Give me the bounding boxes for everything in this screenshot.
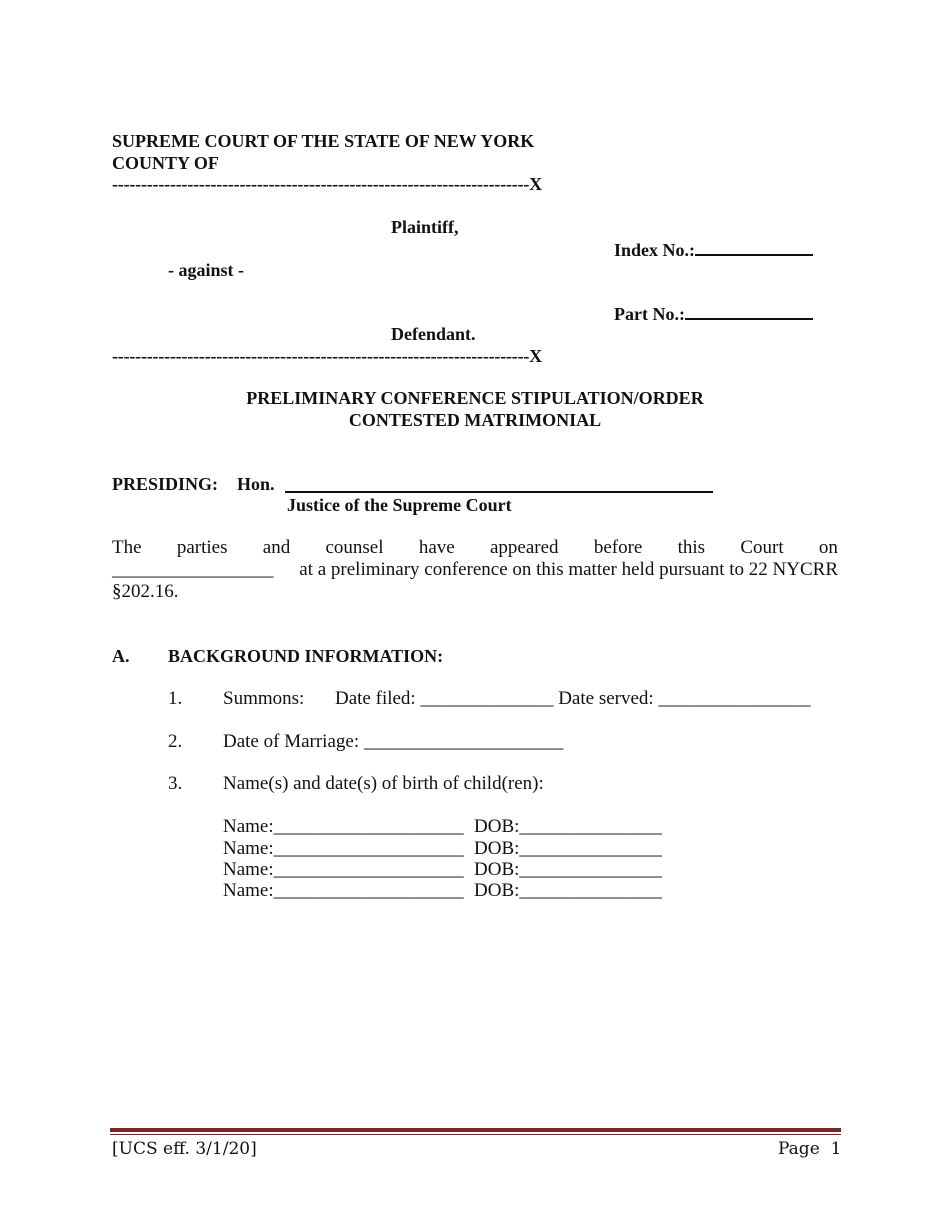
footer-rule-thin: [110, 1134, 841, 1135]
document-title-line1: PRELIMINARY CONFERENCE STIPULATION/ORDER: [246, 388, 704, 408]
child-name-field[interactable]: Name:____________________: [223, 859, 464, 880]
against-label: - against -: [168, 260, 244, 280]
intro-word: before: [593, 537, 643, 558]
intro-line2-text: at a preliminary conference on this matter held pursuant to 22 NYCRR: [299, 559, 838, 580]
child-name-field[interactable]: Name:____________________: [223, 880, 464, 901]
intro-word: and: [262, 537, 291, 558]
child-name-field[interactable]: Name:____________________: [223, 816, 464, 837]
section-a-title: BACKGROUND INFORMATION:: [168, 646, 444, 666]
intro-word: counsel: [325, 537, 384, 558]
intro-word: Court: [740, 537, 784, 558]
caption-separator-bottom: ------------------------------------------------------------------------X: [112, 346, 542, 366]
index-number-blank[interactable]: [695, 238, 813, 256]
child-dob-field[interactable]: DOB:_______________: [474, 859, 662, 880]
summons-dates-field[interactable]: Date filed: ______________ Date served: ________________: [335, 688, 811, 709]
court-name: SUPREME COURT OF THE STATE OF NEW YORK: [112, 131, 535, 151]
conference-date-blank[interactable]: _________________: [112, 559, 274, 580]
intro-line3: §202.16.: [112, 581, 179, 602]
item-1-number: 1.: [168, 688, 183, 709]
child-name-field[interactable]: Name:____________________: [223, 838, 464, 859]
item-1-label: Summons:: [223, 688, 305, 709]
index-number-label: Index No.:: [614, 240, 696, 260]
item-3-number: 3.: [168, 773, 183, 794]
part-number-field[interactable]: [614, 302, 813, 325]
item-2-number: 2.: [168, 731, 183, 752]
intro-word: appeared: [489, 537, 559, 558]
intro-word: on: [818, 537, 838, 558]
part-number-blank[interactable]: [685, 302, 813, 320]
intro-word: parties: [176, 537, 228, 558]
defendant-label: Defendant.: [391, 324, 476, 344]
section-a-letter: A.: [112, 646, 130, 666]
caption-separator-top: ------------------------------------------------------------------------X: [112, 174, 542, 194]
child-dob-field[interactable]: DOB:_______________: [474, 838, 662, 859]
intro-line1: [112, 537, 838, 559]
page-number: 1: [830, 1139, 842, 1159]
footer-page: [778, 1138, 841, 1160]
intro-word: this: [677, 537, 706, 558]
intro-paragraph: [112, 537, 838, 603]
document-title-line2: CONTESTED MATRIMONIAL: [348, 410, 602, 430]
child-dob-field[interactable]: DOB:_______________: [474, 880, 662, 901]
part-number-label: Part No.:: [614, 304, 685, 324]
intro-word: The: [112, 537, 142, 558]
plaintiff-label: Plaintiff,: [391, 217, 459, 237]
justice-name-line[interactable]: [285, 491, 713, 493]
page-label: Page: [778, 1139, 820, 1159]
intro-word: have: [418, 537, 455, 558]
date-of-marriage-field[interactable]: Date of Marriage: _____________________: [223, 731, 564, 752]
intro-line2: [112, 559, 838, 581]
presiding-label: PRESIDING:: [112, 474, 219, 494]
footer-rule: [110, 1128, 841, 1132]
index-number-field[interactable]: [614, 238, 813, 261]
justice-title: Justice of the Supreme Court: [287, 495, 512, 515]
county-label: COUNTY OF: [112, 153, 219, 173]
hon-label: Hon.: [237, 474, 275, 494]
footer-version: [UCS eff. 3/1/20]: [112, 1139, 257, 1159]
child-dob-field[interactable]: DOB:_______________: [474, 816, 662, 837]
children-heading: Name(s) and date(s) of birth of child(ren):: [223, 773, 544, 794]
